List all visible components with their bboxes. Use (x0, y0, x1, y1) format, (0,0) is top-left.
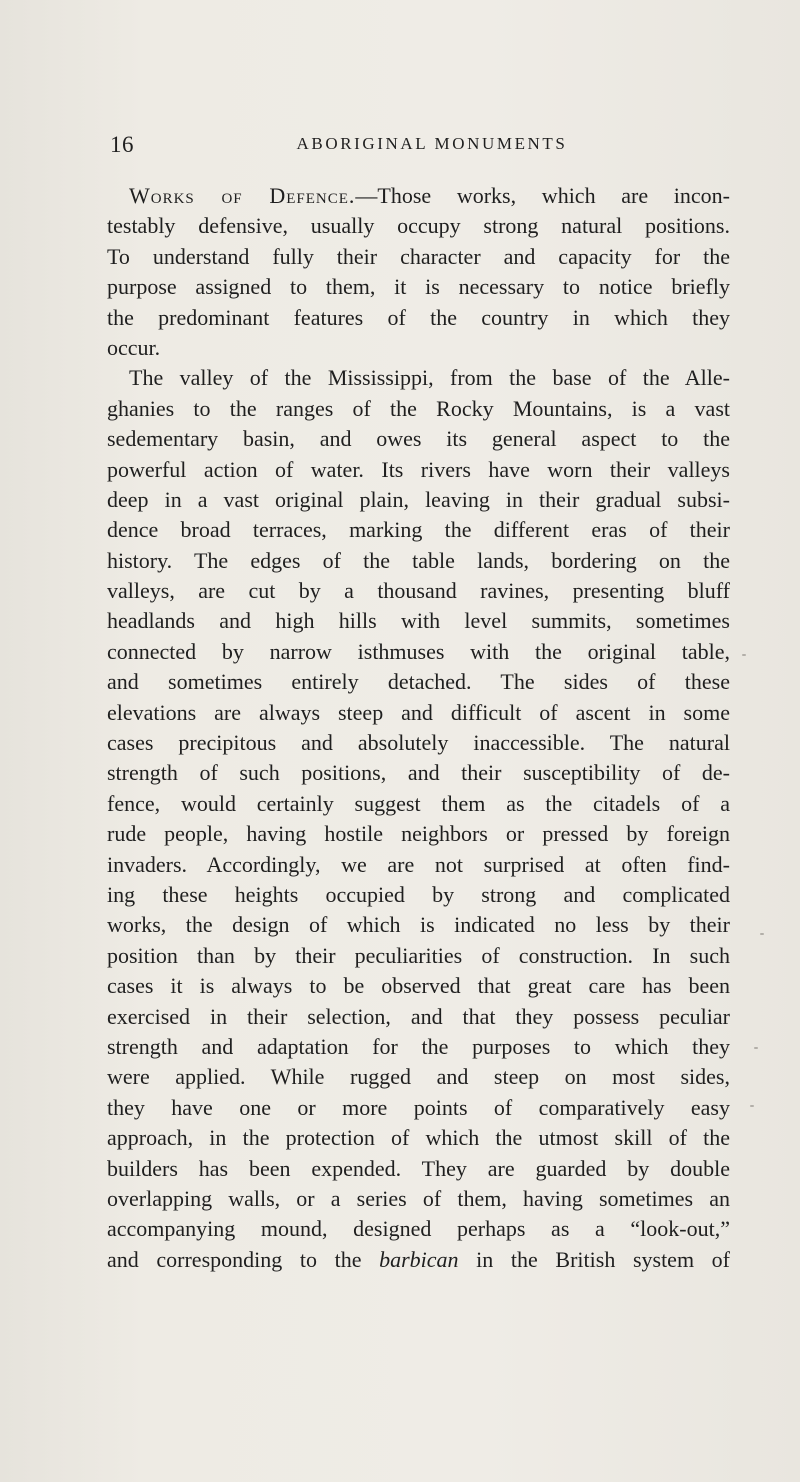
text-line: they have one or more points of comparatively easy (107, 1094, 730, 1120)
text-line: rude people, having hostile neighbors or pressed by foreign (107, 821, 730, 847)
text-line: deep in a vast original plain, leaving in their gradual subsi- (107, 486, 730, 512)
text-line: builders has been expended. They are guarded by double (107, 1155, 730, 1181)
text-line: strength of such positions, and their susceptibility of de- (107, 760, 730, 786)
text-line: were applied. While rugged and steep on most sides, (107, 1064, 730, 1090)
text-line: strength and adaptation for the purposes to which they (107, 1033, 730, 1059)
text-line: cases precipitous and absolutely inaccessible. The natural (107, 730, 730, 756)
text-line: history. The edges of the table lands, bordering on the (107, 547, 730, 573)
text-line: approach, in the protection of which the utmost skill of the (107, 1125, 730, 1151)
text-line: overlapping walls, or a series of them, having sometimes an (107, 1185, 730, 1211)
text-line: and corresponding to the barbican in the British system of (107, 1246, 731, 1272)
text-line: exercised in their selection, and that they possess peculiar (107, 1003, 730, 1029)
text-line: headlands and high hills with level summits, sometimes (107, 608, 730, 634)
text-line: connected by narrow isthmuses with the original table, (107, 638, 730, 664)
scan-speck (742, 654, 746, 656)
text-line: cases it is always to be observed that great care has been (107, 973, 730, 999)
text-line: The valley of the Mississippi, from the base of the Alle- (129, 365, 730, 391)
running-head: ABORIGINAL MONUMENTS (296, 134, 568, 153)
text-line: powerful action of water. Its rivers have worn their valleys (107, 456, 730, 482)
text-line: valleys, are cut by a thousand ravines, presenting bluff (107, 578, 730, 604)
text-line: dence broad terraces, marking the different eras of their (107, 517, 730, 543)
scan-speck (750, 1105, 754, 1107)
text-line: position than by their peculiarities of construction. In such (107, 942, 730, 968)
body-text (107, 181, 730, 1275)
text-line: fence, would certainly suggest them as the citadels of a (107, 790, 730, 816)
text-line: occur. (107, 334, 161, 360)
text-line: purpose assigned to them, it is necessary to notice briefly (107, 274, 730, 300)
text-line: sedementary basin, and owes its general aspect to the (107, 426, 730, 452)
text-line: testably defensive, usually occupy strong natural positions. (107, 213, 730, 239)
text-line: elevations are always steep and difficult of ascent in some (107, 699, 730, 725)
section-heading: Works of Defence. (129, 183, 356, 208)
text-line: ghanies to the ranges of the Rocky Mountains, is a vast (107, 395, 730, 421)
text-line: and sometimes entirely detached. The sides of these (107, 669, 730, 695)
scan-speck (754, 1047, 758, 1049)
text-line: accompanying mound, designed perhaps as a “look-out,” (107, 1216, 730, 1242)
text-line: works, the design of which is indicated no less by their (107, 912, 730, 938)
page-header (110, 132, 740, 162)
text-line: the predominant features of the country in which they (107, 304, 730, 330)
text-line: ing these heights occupied by strong and complicated (107, 881, 730, 907)
italic-term: barbican (379, 1246, 459, 1272)
scan-speck (760, 933, 764, 935)
page-number: 16 (110, 132, 134, 157)
text-line: invaders. Accordingly, we are not surprised at often find- (107, 851, 730, 877)
text-line: To understand fully their character and capacity for the (107, 243, 730, 269)
text-line: Works of Defence.—Those works, which are incon- (129, 183, 730, 208)
